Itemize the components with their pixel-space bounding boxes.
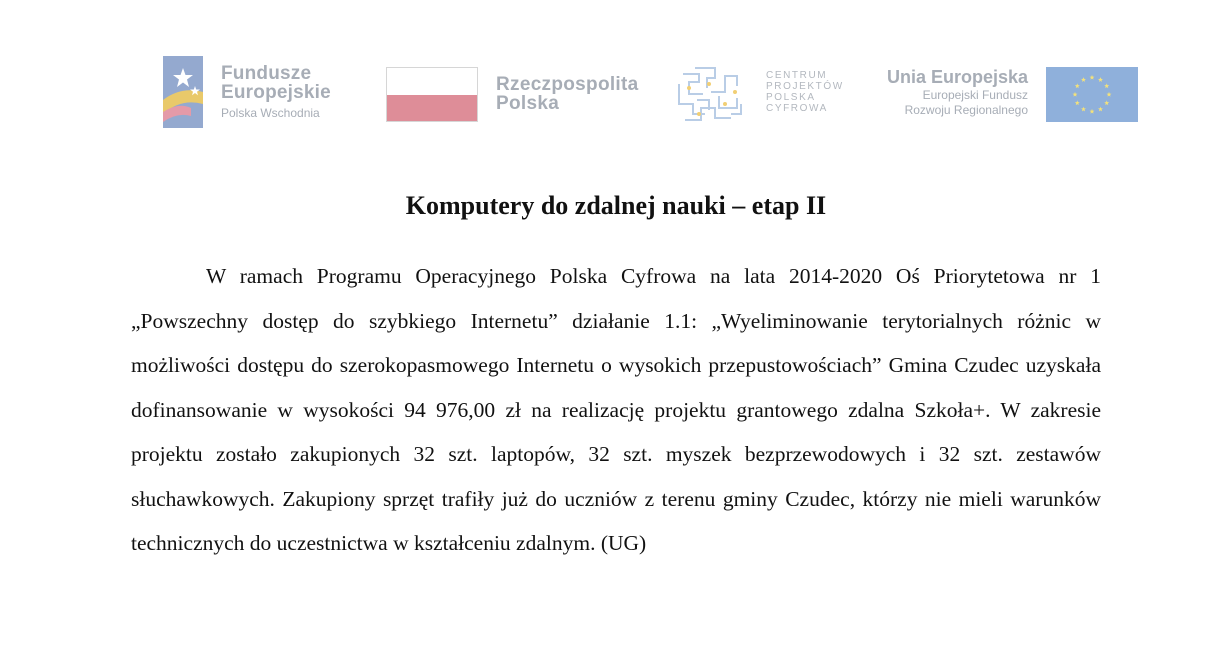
- polish-flag-icon: [386, 67, 478, 122]
- rzeczpospolita-line-2: Polska: [496, 93, 560, 114]
- ue-line-2: Rozwoju Regionalnego: [904, 103, 1028, 117]
- cppc-line-2: PROJEKTÓW: [766, 81, 844, 92]
- cppc-text: [766, 70, 844, 114]
- article-body: W ramach Programu Operacyjnego Polska Cyfrowa na lata 2014-2020 Oś Priorytetowa nr 1 „Powszechny dostęp do szybkiego Internetu” działanie 1.1: „Wyeliminowanie terytorialnych różnic w możliwości dostępu do szerokopasmowego Internetu o wysokich przepustowościach” Gmina Czudec uzyskała dofinansowanie w wysokości 94 976,00 zł na realizację projektu grantowego zdalna Szkoła+. W zakresie projektu zostało zakupionych 32 szt. laptopów, 32 szt. myszek bezprzewodowych i 32 szt. zestawów słuchawkowych. Zakupiony sprzęt trafiły już do uczniów z terenu gminy Czudec, którzy nie mieli warunków technicznych do uczestnictwa w kształceniu zdalnym. (UG): [131, 264, 1101, 555]
- logo-banner: [0, 0, 1232, 140]
- cppc-line-1: CENTRUM: [766, 70, 828, 81]
- rzeczpospolita-line-1: Rzeczpospolita: [496, 74, 639, 95]
- fundusze-line-2: Europejskie: [221, 82, 331, 103]
- cppc-line-4: CYFROWA: [766, 103, 828, 114]
- fundusze-europejskie-logo-icon: [161, 56, 205, 128]
- ue-line-1: Europejski Fundusz: [922, 88, 1028, 102]
- rzeczpospolita-polska-text: [496, 75, 639, 113]
- fundusze-line-3: Polska Wschodnia: [221, 106, 320, 120]
- cppc-line-3: POLSKA: [766, 92, 816, 103]
- article-title: Komputery do zdalnej nauki – etap II: [405, 191, 827, 220]
- eu-flag-icon: [1046, 67, 1138, 122]
- ue-title: Unia Europejska: [886, 67, 1028, 87]
- cppc-maze-logo-icon: [675, 64, 745, 126]
- fundusze-line-1: Fundusze: [221, 63, 312, 84]
- unia-europejska-text: [858, 66, 1028, 118]
- fundusze-europejskie-text: [221, 64, 331, 124]
